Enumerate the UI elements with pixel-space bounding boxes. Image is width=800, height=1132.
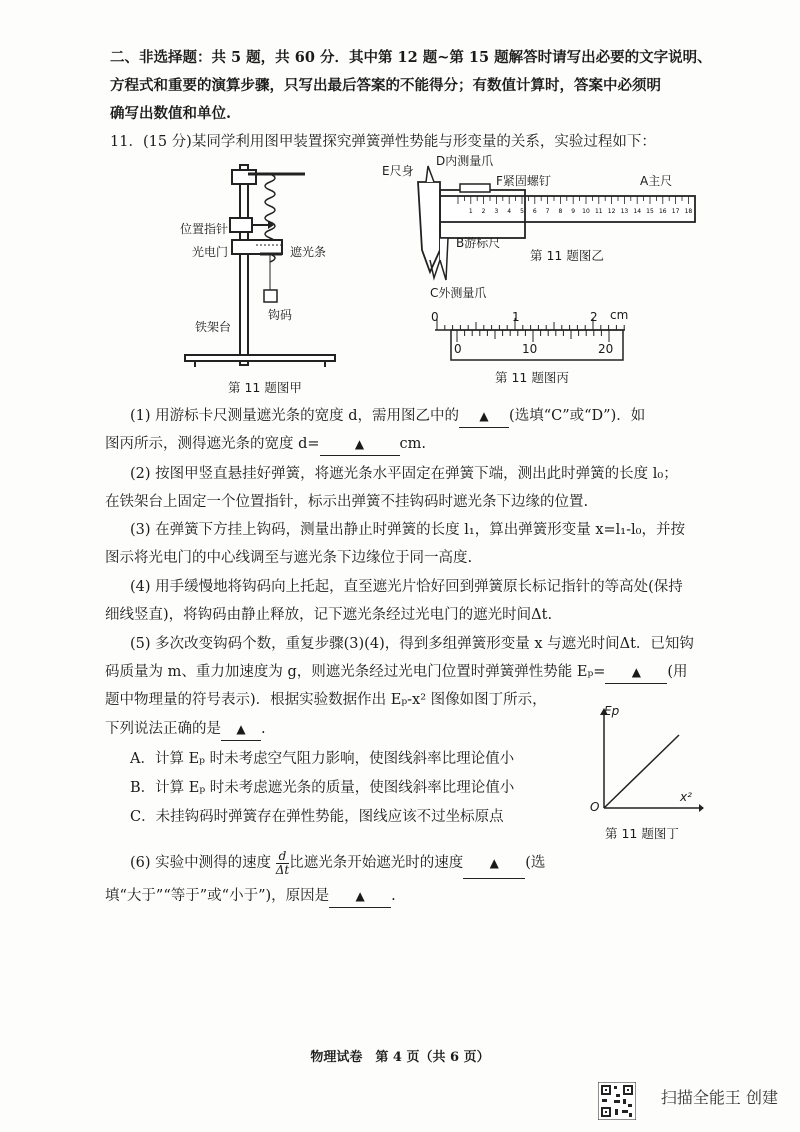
frac-num: d [276,850,290,864]
label-e: E尺身 [382,164,414,178]
caliper-scale-number: 1 [468,208,473,215]
s5-text-d1: 下列说法正确的是 [105,721,221,737]
caliper-scale-number: 17 [671,208,680,215]
q11-s6-line1 [130,848,545,879]
bing-vlabel-20: 20 [598,342,614,356]
label-a: A主尺 [640,174,673,188]
caliper-scale-number: 15 [646,208,654,215]
label-f: F紧固螺钉 [496,174,551,188]
caliper-scale-number: 16 [658,208,667,215]
caliper-scale-number: 12 [607,208,616,215]
blank-mark: ▲ [355,889,365,903]
figure-bing [425,308,635,366]
caption-jia: 第 11 题图甲 [228,380,302,395]
q11-s5-line1: (5) 多次改变钩码个数，重复步骤(3)(4)，得到多组弹簧形变量 x 与遮光时间Δt．已知钩 [130,636,694,652]
bing-unit: cm [610,308,629,322]
answer-blank-1 [459,405,509,428]
option-b: B．计算 Eₚ 时未考虑遮光条的质量，使图线斜率比理论值小 [130,780,515,796]
s6-text-d1: 填“大于”“等于”或“小于”)，原因是 [105,888,330,904]
stand-base [185,355,335,361]
section-header-line1: 二、非选择题：共 5 题，共 60 分．其中第 12 题~第 15 题解答时请写出必要的文字说明、 [110,49,712,66]
label-d: D内测量爪 [436,154,494,168]
label-c: C外测量爪 [430,286,487,300]
option-a: A．计算 Eₚ 时未考虑空气阻力影响，使图线斜率比理论值小 [130,751,515,767]
blank-mark: ▲ [631,665,641,679]
q11-s5-line3: 题中物理量的符号表示)．根据实验数据作出 Eₚ-x² 图像如图丁所示， [105,692,547,708]
q11-s6-line2 [105,885,396,908]
caliper-scale-number: 7 [545,208,550,215]
bing-vlabel-0: 0 [454,342,462,356]
s5-text-b1: 码质量为 m、重力加速度为 g，则遮光条经过光电门位置时弹簧弹性势能 Eₚ= [105,664,606,680]
qr-code-icon [598,1082,636,1120]
bing-label-0: 0 [431,310,439,324]
weight-block [264,290,277,302]
caliper-scale-number: 3 [494,208,499,215]
q11-s1-line2 [105,433,426,456]
top-clamp [232,170,256,184]
caliper-scale-number: 5 [520,208,524,215]
s1-text-a: (1) 用游标卡尺测量遮光条的宽度 d，需用图乙中的 [130,408,460,424]
page-footer: 物理试卷 第 4 页（共 6 页） [310,1050,490,1065]
outer-jaw-sliding [440,238,448,280]
caliper-scale-number: 13 [620,208,629,215]
answer-blank-2 [320,433,400,456]
lock-screw [460,184,490,192]
s5-text-d2: . [261,721,266,737]
frac-den: Δt [275,862,290,877]
fraction-d-over-dt [276,850,290,877]
ding-y-label: Ep [604,704,620,718]
answer-blank-4 [221,718,261,741]
q11-s4-line1: (4) 用手缓慢地将钩码向上托起，直至遮光片恰好回到弹簧原长标记指针的等高处(保持 [130,579,683,595]
label-stand: 铁架台 [195,320,232,334]
caliper-scale-number: 2 [481,208,486,215]
fixed-jaw [418,182,440,272]
s5-text-b2: (用 [667,664,688,680]
ding-x-label: x² [680,790,692,804]
bing-vlabel-10: 10 [522,342,538,356]
q11-s1-line1 [130,405,645,428]
caliper-scale-number: 4 [507,208,512,215]
label-weight: 钩码 [268,308,293,322]
s1-text-b: (选填“C”或“D”)．如 [509,408,646,424]
q11-s2-line2: 在铁架台上固定一个位置指针，标示出弹簧不挂钩码时遮光条下边缘的位置. [105,494,589,510]
s6-text-b: 比遮光条开始遮光时的速度 [289,855,464,871]
label-b: B游标尺 [456,236,501,250]
caliper-scale-number: 8 [558,208,563,215]
s6-text-a: (6) 实验中测得的速度 [130,855,272,871]
q11-s2-line1: (2) 按图甲竖直悬挂好弹簧，将遮光条水平固定在弹簧下端，测出此时弹簧的长度 l₀； [130,466,678,482]
s1-text-c: 图丙所示，测得遮光条的宽度 d= [105,436,320,452]
caption-yi: 第 11 题图乙 [530,248,604,263]
section-header-line3: 确写出数值和单位. [110,105,232,122]
q11-s3-line2: 图示将光电门的中心线调至与遮光条下边缘位于同一高度. [105,550,473,566]
inner-jaw [426,166,434,182]
option-c: C．未挂钩码时弹簧存在弹性势能，图线应该不过坐标原点 [130,809,504,825]
bing-label-2: 2 [590,310,598,324]
label-pointer: 位置指针 [180,222,229,236]
caliper-scale-number: 10 [582,208,590,215]
caliper-scale-number: 11 [594,208,603,215]
ep-line [604,735,679,808]
answer-blank-3 [605,661,667,684]
caliper-scale-number: 6 [532,208,537,215]
caliper-scale-number: 9 [571,208,576,215]
s1-text-d: cm. [399,436,427,452]
caption-ding: 第 11 题图丁 [605,826,679,841]
label-strip: 遮光条 [290,245,327,259]
blank-mark: ▲ [236,722,246,736]
s6-text-c: (选 [525,855,546,871]
blank-mark: ▲ [479,409,489,423]
caption-bing: 第 11 题图丙 [495,370,569,385]
q11-s4-line2: 细线竖直)，将钩码由静止释放，记下遮光条经过光电门的遮光时间Δt. [105,607,553,623]
caliper-scale-number: 18 [684,208,693,215]
label-gate: 光电门 [192,245,229,259]
bing-label-1: 1 [512,310,520,324]
q11-s5-line2 [105,661,688,684]
pointer-clamp [230,218,252,232]
blank-mark: ▲ [354,437,365,451]
q11-intro: 11．(15 分)某同学利用图甲装置探究弹簧弹性势能与形变量的关系，实验过程如下： [110,134,656,150]
answer-blank-6 [329,885,391,908]
ding-origin: O [590,800,600,814]
photogate [232,240,282,254]
scanner-watermark: 扫描全能王 创建 [660,1088,778,1107]
stand-rod [240,165,248,365]
figure-jia [170,160,360,370]
bing-vernier-ticks [457,330,609,342]
blank-mark: ▲ [489,856,499,870]
answer-blank-5 [463,848,525,879]
q11-s5-line4 [105,718,266,741]
caliper-scale-number: 14 [633,208,642,215]
q11-s3-line1: (3) 在弹簧下方挂上钩码，测量出静止时弹簧的长度 l₁，算出弹簧形变量 x=l₁-l₀，并按 [130,522,685,538]
s6-text-d2: . [391,888,396,904]
section-header-line2: 方程式和重要的演算步骤，只写出最后答案的不能得分；有数值计算时，答案中必须明 [110,77,661,94]
